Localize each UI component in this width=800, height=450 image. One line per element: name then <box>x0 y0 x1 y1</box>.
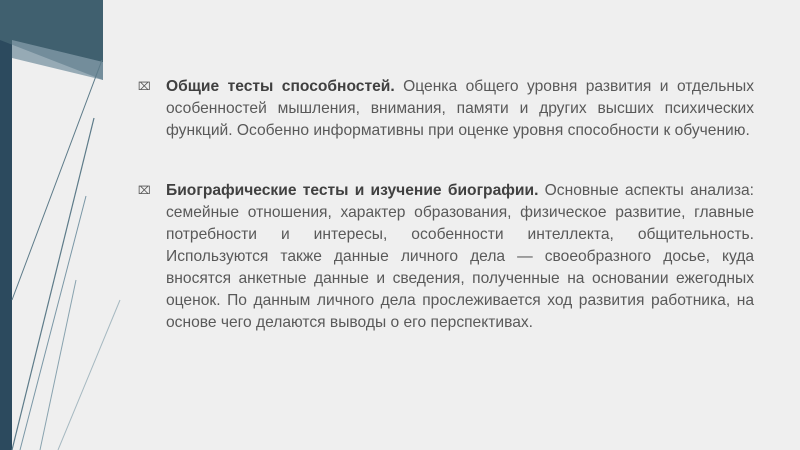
bullet-item <box>138 180 754 334</box>
bullet-item <box>138 76 754 142</box>
bullet-heading: Биографические тесты и изучение биографии. <box>166 182 539 199</box>
content-area <box>138 76 754 334</box>
deco-line-2 <box>20 196 86 450</box>
left-bar <box>0 0 12 450</box>
bullet-text: Оценка общего уровня развития и отдельных особенностей мышления, внимания, памяти и других высших психических функций. Особенно информативны при оценке уровня способности к обучению. <box>166 78 754 139</box>
bullet-heading: Общие тесты способностей. <box>166 78 395 95</box>
deco-line-1 <box>12 118 94 450</box>
bullet-icon <box>138 76 152 98</box>
deco-line-5 <box>12 60 102 300</box>
bullet-text: Основные аспекты анализа: семейные отношения, характер образования, физическое развитие, главные потребности и интересы, особенности интеллекта, общительность. Используются также данные личного дела — своеобразного досье, куда вносятся анкетные данные и сведения, полученные на основании ежегодных оценок. По данным личного дела прослеживается ход развития работника, на основе чего делаются выводы о его перспективах. <box>166 182 754 331</box>
bullet-icon <box>138 180 152 202</box>
